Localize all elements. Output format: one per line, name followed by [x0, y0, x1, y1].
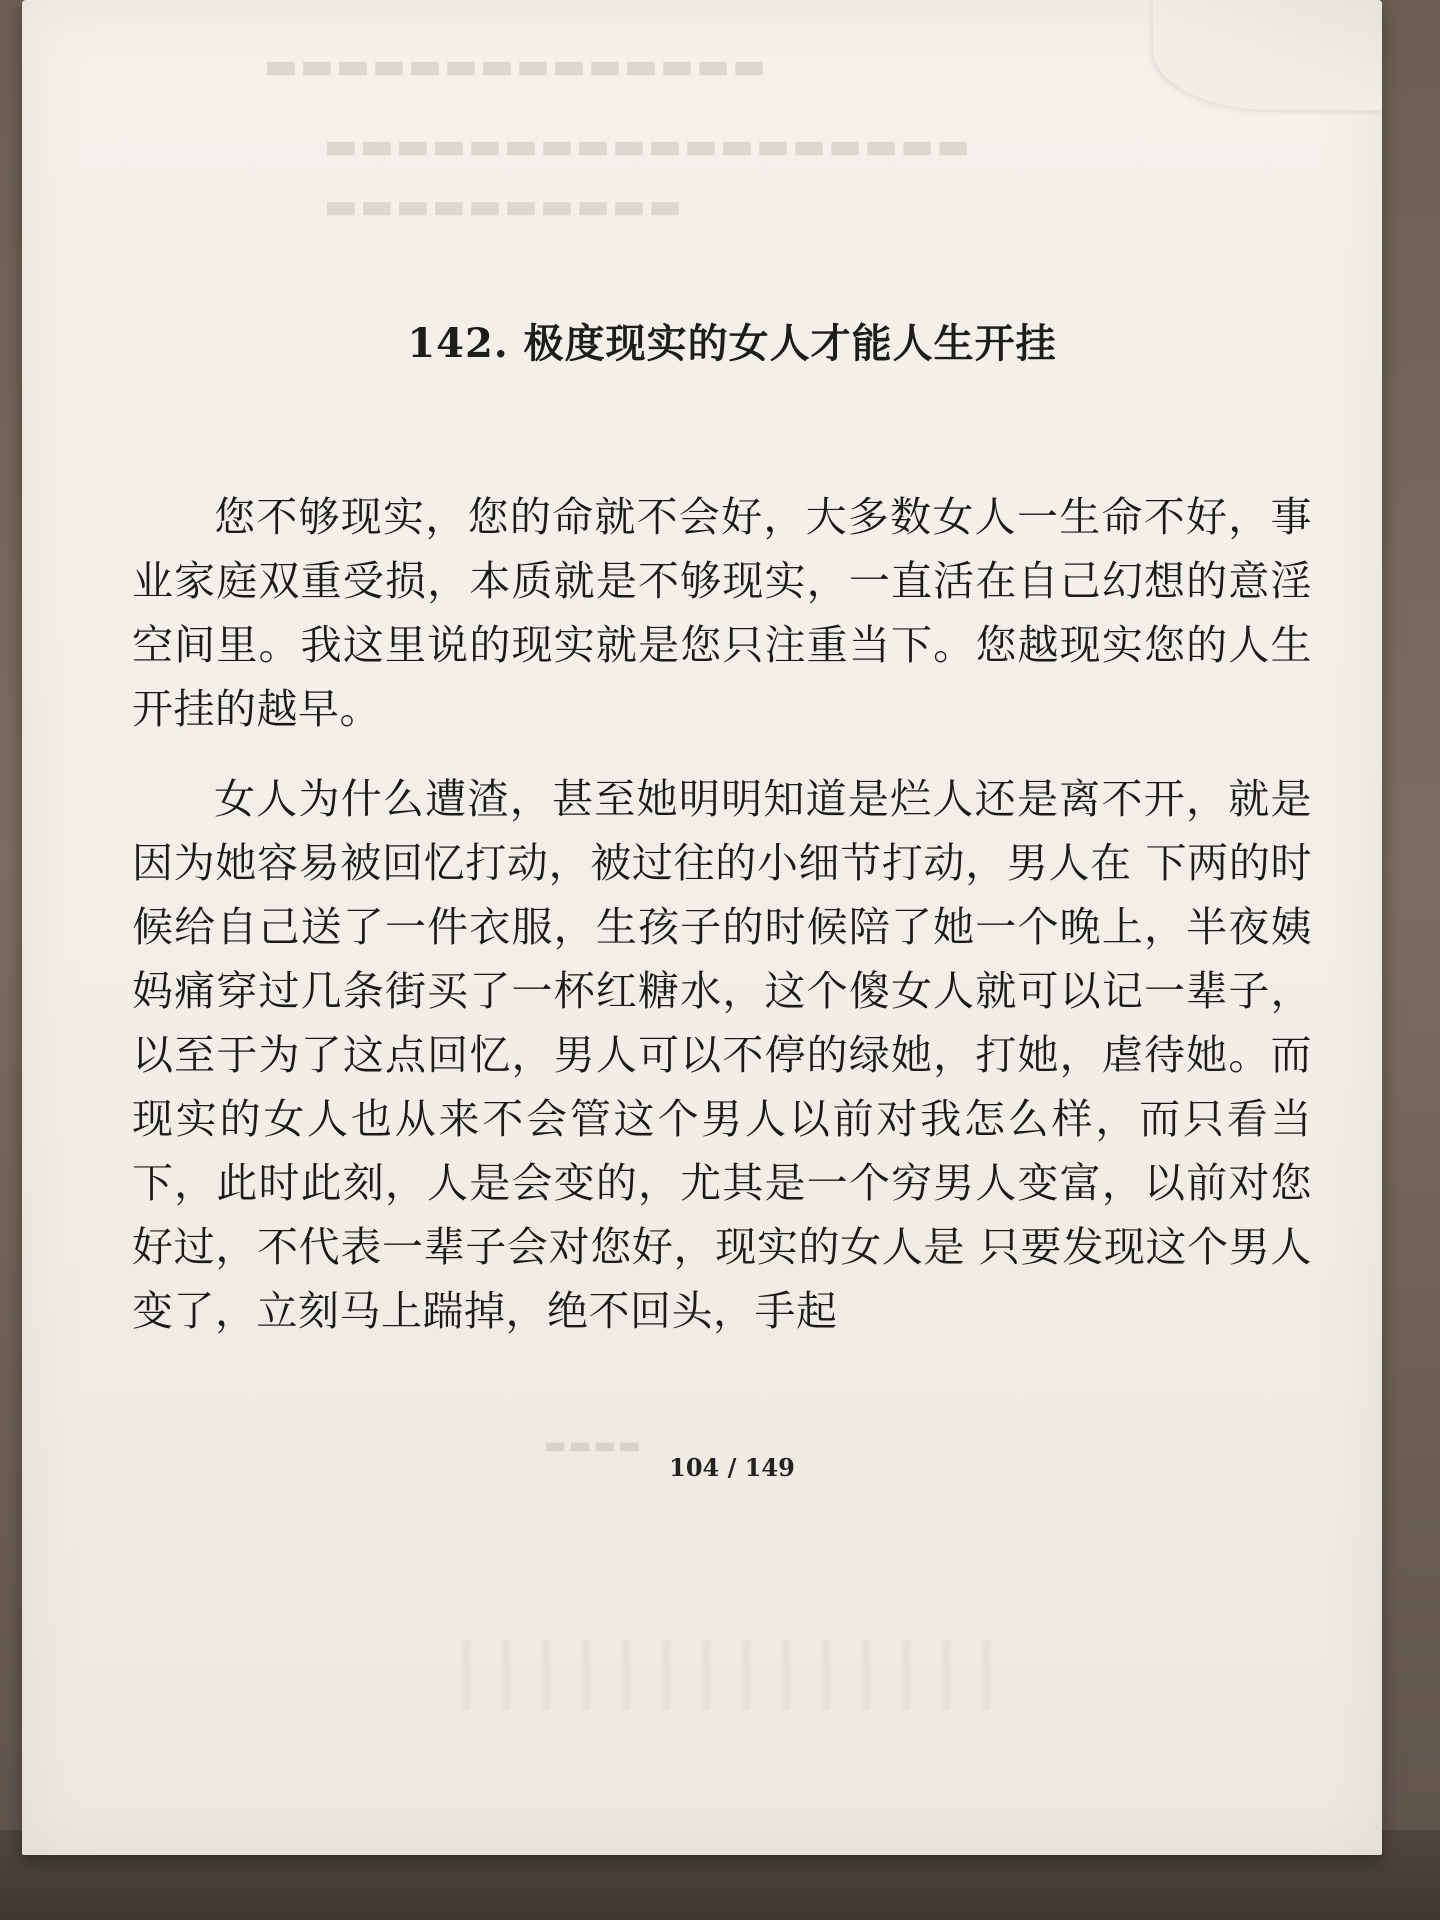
show-through-text: ▬▬▬▬▬▬▬▬▬▬▬▬▬▬▬▬▬▬: [322, 125, 971, 167]
show-through-text: ▬▬▬▬▬▬▬▬▬▬▬▬▬▬: [262, 45, 767, 87]
show-through-text: ▬▬▬▬: [542, 1430, 641, 1459]
page-number: 104 / 149: [669, 1453, 795, 1482]
show-through-marks: [462, 1640, 1022, 1710]
paragraph: 女人为什么遭渣，甚至她明明知道是烂人还是离不开，就是因为她容易被回忆打动，被过往的小细节打动，男人在 下两的时候给自己送了一件衣服，生孩子的时候陪了她一个晚上，半夜姨妈痛穿过几条街买了一杯红糖水，这个傻女人就可以记一辈子，以至于为了这点回忆，男人可以不停的绿她，打她，虐待她。而现实的女人也从来不会管这个男人以前对我怎么样，而只看当下，此时此刻，人是会变的，尤其是一个穷男人变富，以前对您好过，不代表一辈子会对您好，现实的女人是 只要发现这个男人变了，立刻马上踹掉，绝不回头，手起: [132, 775, 1312, 1335]
page-fold: [1153, 0, 1382, 110]
paragraph: 您不够现实，您的命就不会好，大多数女人一生命不好，事业家庭双重受损，本质就是不够现实，一直活在自己幻想的意淫空间里。我这里说的现实就是您只注重当下。您越现实您的人生开挂的越早。: [132, 493, 1312, 733]
book-page: [22, 0, 1382, 1855]
chapter-body: [132, 485, 1312, 1369]
chapter-title: 142. 极度现实的女人才能人生开挂: [407, 320, 1057, 367]
show-through-text: ▬▬▬▬▬▬▬▬▬▬: [322, 185, 683, 227]
